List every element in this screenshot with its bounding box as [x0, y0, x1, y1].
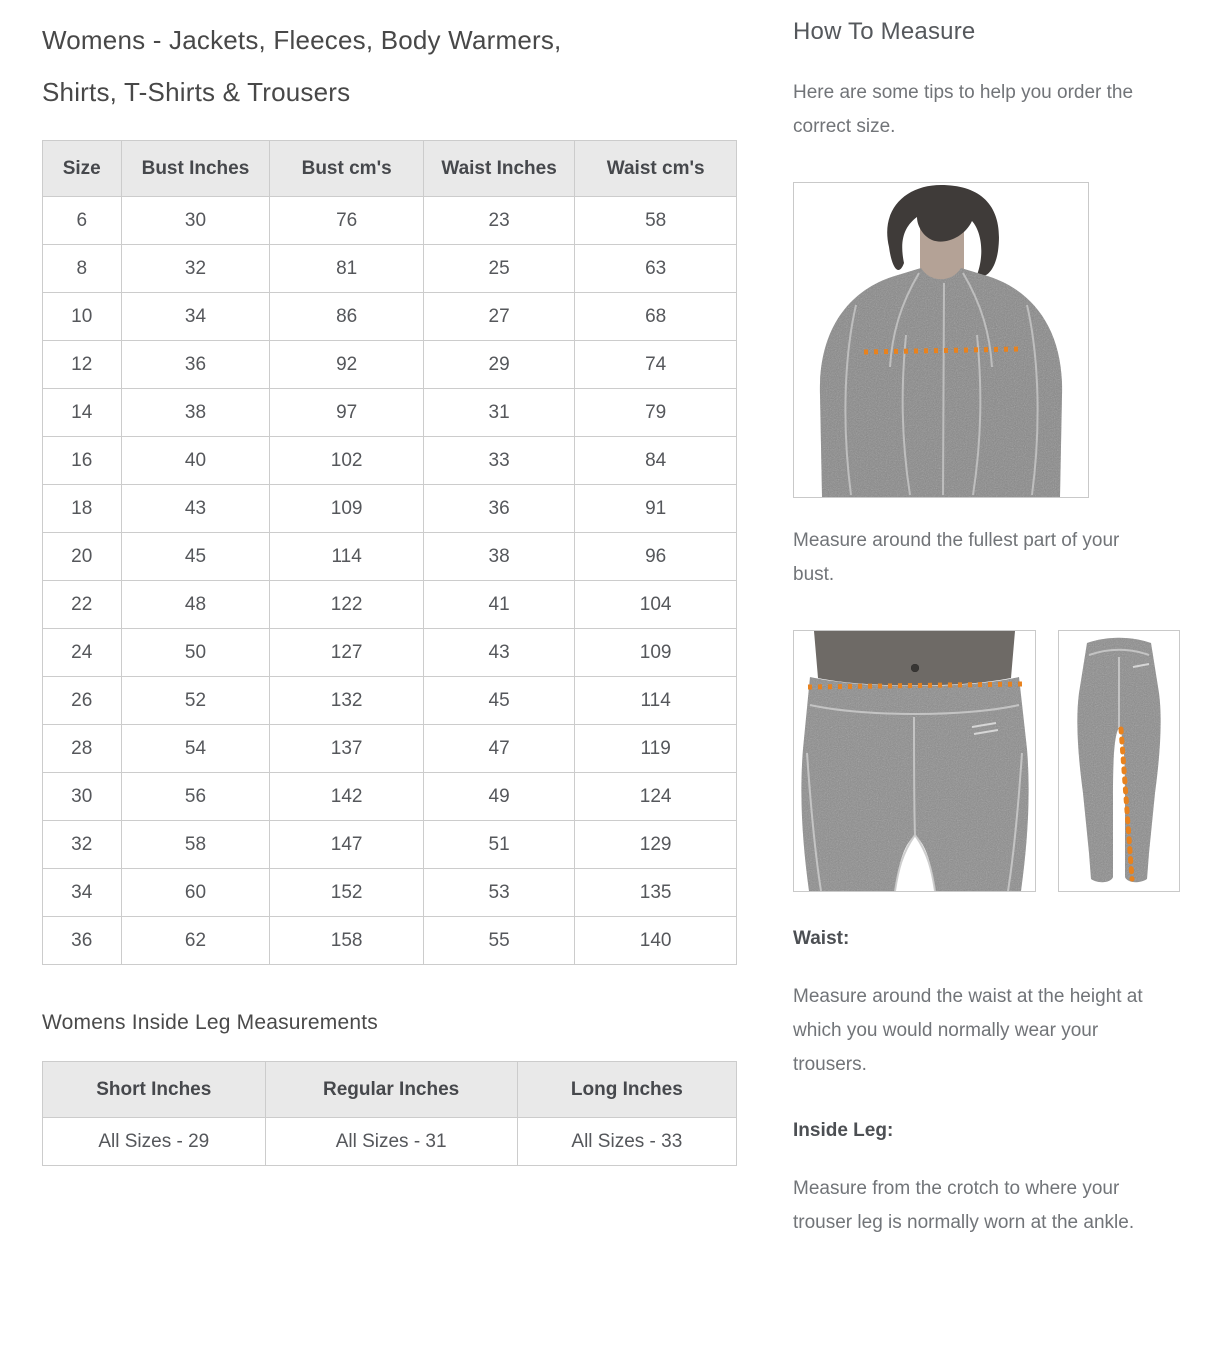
table-cell: 43	[121, 485, 270, 533]
table-cell: 158	[270, 917, 423, 965]
table-cell: 129	[575, 821, 737, 869]
table-row	[43, 533, 737, 581]
table-row	[43, 437, 737, 485]
table-cell: 54	[121, 725, 270, 773]
table-cell: 152	[270, 869, 423, 917]
waist-label: Waist:	[793, 928, 850, 949]
table-cell: 32	[43, 821, 122, 869]
table-cell: 140	[575, 917, 737, 965]
column-header: Size	[43, 141, 122, 197]
table-cell: 84	[575, 437, 737, 485]
table-row	[43, 725, 737, 773]
table-cell: 40	[121, 437, 270, 485]
bust-caption: Measure around the fullest part of your bust.	[793, 530, 1120, 585]
table-row	[43, 293, 737, 341]
table-row	[43, 677, 737, 725]
table-cell: 45	[423, 677, 574, 725]
table-row	[43, 197, 737, 245]
column-header: Regular Inches	[265, 1062, 517, 1118]
table-cell: 20	[43, 533, 122, 581]
table-cell: 38	[423, 533, 574, 581]
table-cell: 122	[270, 581, 423, 629]
table-cell: 22	[43, 581, 122, 629]
table-cell: 36	[43, 917, 122, 965]
inside-leg-text: Measure from the crotch to where your trouser leg is normally worn at the ankle.	[793, 1178, 1135, 1233]
table-row	[43, 869, 737, 917]
table-cell: 16	[43, 437, 122, 485]
table-cell: 132	[270, 677, 423, 725]
table-cell: All Sizes - 29	[43, 1118, 266, 1166]
table-cell: 24	[43, 629, 122, 677]
table-cell: 47	[423, 725, 574, 773]
size-table-header-row	[43, 141, 737, 197]
table-row	[43, 341, 737, 389]
table-cell: 31	[423, 389, 574, 437]
table-cell: 135	[575, 869, 737, 917]
page-title	[42, 14, 737, 118]
table-cell: 62	[121, 917, 270, 965]
table-cell: All Sizes - 33	[517, 1118, 736, 1166]
table-cell: 34	[121, 293, 270, 341]
how-to-measure-heading: How To Measure	[793, 18, 976, 45]
table-cell: 33	[423, 437, 574, 485]
table-cell: 91	[575, 485, 737, 533]
table-cell: 102	[270, 437, 423, 485]
table-cell: 104	[575, 581, 737, 629]
table-cell: 26	[43, 677, 122, 725]
table-cell: All Sizes - 31	[265, 1118, 517, 1166]
table-cell: 38	[121, 389, 270, 437]
table-cell: 109	[575, 629, 737, 677]
table-cell: 8	[43, 245, 122, 293]
table-cell: 18	[43, 485, 122, 533]
table-cell: 27	[423, 293, 574, 341]
table-cell: 36	[121, 341, 270, 389]
table-cell: 43	[423, 629, 574, 677]
column-header: Bust cm's	[270, 141, 423, 197]
table-cell: 86	[270, 293, 423, 341]
table-cell: 28	[43, 725, 122, 773]
page-title-line1: Womens - Jackets, Fleeces, Body Warmers,	[42, 25, 562, 55]
size-table-body	[43, 197, 737, 965]
table-cell: 29	[423, 341, 574, 389]
table-cell: 119	[575, 725, 737, 773]
womens-size-table	[42, 140, 737, 965]
table-cell: 81	[270, 245, 423, 293]
waist-measurement-illustration	[794, 631, 1035, 891]
table-cell: 12	[43, 341, 122, 389]
table-cell: 48	[121, 581, 270, 629]
table-cell: 41	[423, 581, 574, 629]
table-cell: 14	[43, 389, 122, 437]
table-cell: 34	[43, 869, 122, 917]
table-cell: 63	[575, 245, 737, 293]
table-cell: 55	[423, 917, 574, 965]
table-cell: 76	[270, 197, 423, 245]
inside-leg-table	[42, 1061, 737, 1166]
table-cell: 6	[43, 197, 122, 245]
inside-leg-measurement-illustration	[1059, 631, 1179, 891]
table-row	[43, 245, 737, 293]
table-cell: 23	[423, 197, 574, 245]
table-cell: 30	[121, 197, 270, 245]
size-table-head	[43, 141, 737, 197]
bust-measurement-illustration	[794, 183, 1088, 497]
inside-leg-table-head	[43, 1062, 737, 1118]
table-cell: 142	[270, 773, 423, 821]
table-cell: 137	[270, 725, 423, 773]
table-cell: 92	[270, 341, 423, 389]
how-to-measure-intro: Here are some tips to help you order the correct size.	[793, 82, 1134, 137]
table-cell: 74	[575, 341, 737, 389]
inside-leg-table-body	[43, 1118, 737, 1166]
table-cell: 30	[43, 773, 122, 821]
table-row	[43, 821, 737, 869]
table-cell: 58	[575, 197, 737, 245]
table-cell: 127	[270, 629, 423, 677]
page-title-line2: Shirts, T-Shirts & Trousers	[42, 77, 351, 107]
inside-leg-label: Inside Leg:	[793, 1120, 894, 1141]
table-cell: 79	[575, 389, 737, 437]
table-row	[43, 485, 737, 533]
table-cell: 56	[121, 773, 270, 821]
waist-measurement-image	[793, 630, 1036, 892]
table-cell: 36	[423, 485, 574, 533]
bust-measurement-image	[793, 182, 1089, 498]
table-cell: 53	[423, 869, 574, 917]
table-cell: 97	[270, 389, 423, 437]
table-row	[43, 917, 737, 965]
waist-text: Measure around the waist at the height at which you would normally wear your trousers.	[793, 986, 1143, 1075]
table-row	[43, 389, 737, 437]
table-cell: 109	[270, 485, 423, 533]
table-cell: 68	[575, 293, 737, 341]
table-cell: 50	[121, 629, 270, 677]
column-header: Short Inches	[43, 1062, 266, 1118]
table-row	[43, 1118, 737, 1166]
table-cell: 51	[423, 821, 574, 869]
inside-leg-heading: Womens Inside Leg Measurements	[42, 1011, 378, 1034]
column-header: Bust Inches	[121, 141, 270, 197]
inside-leg-header-row	[43, 1062, 737, 1118]
table-row	[43, 773, 737, 821]
table-cell: 114	[575, 677, 737, 725]
table-cell: 32	[121, 245, 270, 293]
size-tables-section	[42, 12, 737, 1278]
table-cell: 49	[423, 773, 574, 821]
table-cell: 52	[121, 677, 270, 725]
legs-images-row	[793, 630, 1184, 892]
table-cell: 114	[270, 533, 423, 581]
table-cell: 60	[121, 869, 270, 917]
inside-leg-measurement-image	[1058, 630, 1180, 892]
table-cell: 45	[121, 533, 270, 581]
table-cell: 96	[575, 533, 737, 581]
table-cell: 10	[43, 293, 122, 341]
table-cell: 58	[121, 821, 270, 869]
table-row	[43, 629, 737, 677]
table-cell: 25	[423, 245, 574, 293]
how-to-measure-section	[793, 12, 1184, 1278]
column-header: Waist Inches	[423, 141, 574, 197]
table-row	[43, 581, 737, 629]
table-cell: 124	[575, 773, 737, 821]
column-header: Long Inches	[517, 1062, 736, 1118]
table-cell: 147	[270, 821, 423, 869]
column-header: Waist cm's	[575, 141, 737, 197]
